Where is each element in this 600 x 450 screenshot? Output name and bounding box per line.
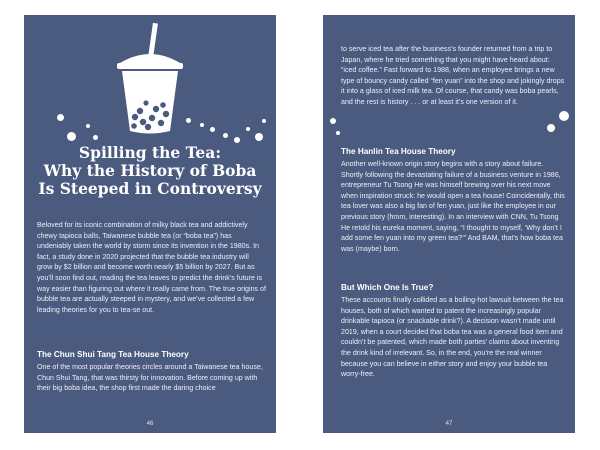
page-number: 47 <box>445 421 453 427</box>
decorative-dot <box>330 118 336 124</box>
section-paragraph: Another well-known origin story begins with a story about failure. Shortly following the devastating failure of a business venture in 1986, entrepreneur Tu Tsong He was himself brewing over his next move when inspiration struck: he would open a tea house! Coincidentally, this tea lover was also a big fan of fen yuan, just like the employee in our previous story (hmm, interesting). In an interview with CNN, Tu Tsong He retold his eureka moment, saying, “I thought to myself, ‘Why don’t I add some fen yuan into my green tea?’” And BAM, that’s how boba tea was (maybe) born. <box>341 160 565 253</box>
decorative-dot <box>255 133 263 141</box>
decorative-dot <box>200 123 204 127</box>
boba-cup-icon <box>110 19 190 139</box>
section-paragraph: These accounts finally collided as a boiling-hot lawsuit between the tea houses, both of which wanted to patent the increasingly popular drinkable tapioca (or snackable drink?). A decision wasn’t made until 2019, when a court decided that boba tea was a general food item and couldn’t be patented, which made both parties’ claims about inventing the drink kind of irrelevant. So, in the end, you’re the real winner because you can believe in either story and enjoy your bubble tea worry-free. <box>341 296 564 379</box>
title-line: Why the History of Boba <box>43 161 257 180</box>
decorative-dot <box>210 127 215 132</box>
decorative-dot <box>559 111 569 121</box>
left-page <box>24 15 276 433</box>
page-title <box>24 144 276 198</box>
decorative-dot <box>246 127 250 131</box>
decorative-dot <box>234 137 240 143</box>
section-heading: But Which One Is True? <box>341 283 434 292</box>
decorative-dot <box>67 132 76 141</box>
section-heading: The Chun Shui Tang Tea House Theory <box>37 350 189 359</box>
decorative-dot <box>93 135 98 140</box>
section-paragraph: One of the most popular theories circles around a Taiwanese tea house, Chun Shui Tang, that was thirsty for innovation. Before coming up with their big boba idea, the shop first made the daring choice <box>37 363 263 393</box>
decorative-dot <box>336 131 340 135</box>
decorative-dot <box>86 124 90 128</box>
decorative-dot <box>547 124 555 132</box>
decorative-dot <box>223 133 228 138</box>
page-number: 46 <box>146 421 154 427</box>
decorative-dot <box>262 119 266 123</box>
title-line: Spilling the Tea: <box>78 143 222 162</box>
continued-paragraph: to serve iced tea after the business’s founder returned from a trip to Japan, where he tried something that you might have heard about: “iced coffee.” Fast forward to 1988, when an employee brings a new type of bouncy candy called “fen yuan” into the shop and jokingly drops it into a glass of iced milk tea. Of course, that candy was boba pearls, and the rest is history . . . or at least it’s one version of it. <box>341 45 565 106</box>
section-heading: The Hanlin Tea House Theory <box>341 147 456 156</box>
title-line: Is Steeped in Controversy <box>38 179 262 198</box>
decorative-dot <box>57 114 64 121</box>
intro-paragraph: Beloved for its iconic combination of milky black tea and addictively chewy tapioca balls, Taiwanese bubble tea (or “boba tea”) has undeniably taken the world by storm since its invention in the 1980s. In fact, a study done in 2020 projected that the bubble tea industry will grow by $2 billion and become worth nearly $5 billion by 2027. But as you’ll soon find out, reading the tea leaves to predict the drink’s future is way easier than figuring out where it really came from. The true origins of bubble tea are actually steeped in mystery, and we’ve collected a few leading theories for you to tea-se out. <box>37 221 266 314</box>
decorative-dot <box>186 118 191 123</box>
right-page <box>323 15 575 433</box>
